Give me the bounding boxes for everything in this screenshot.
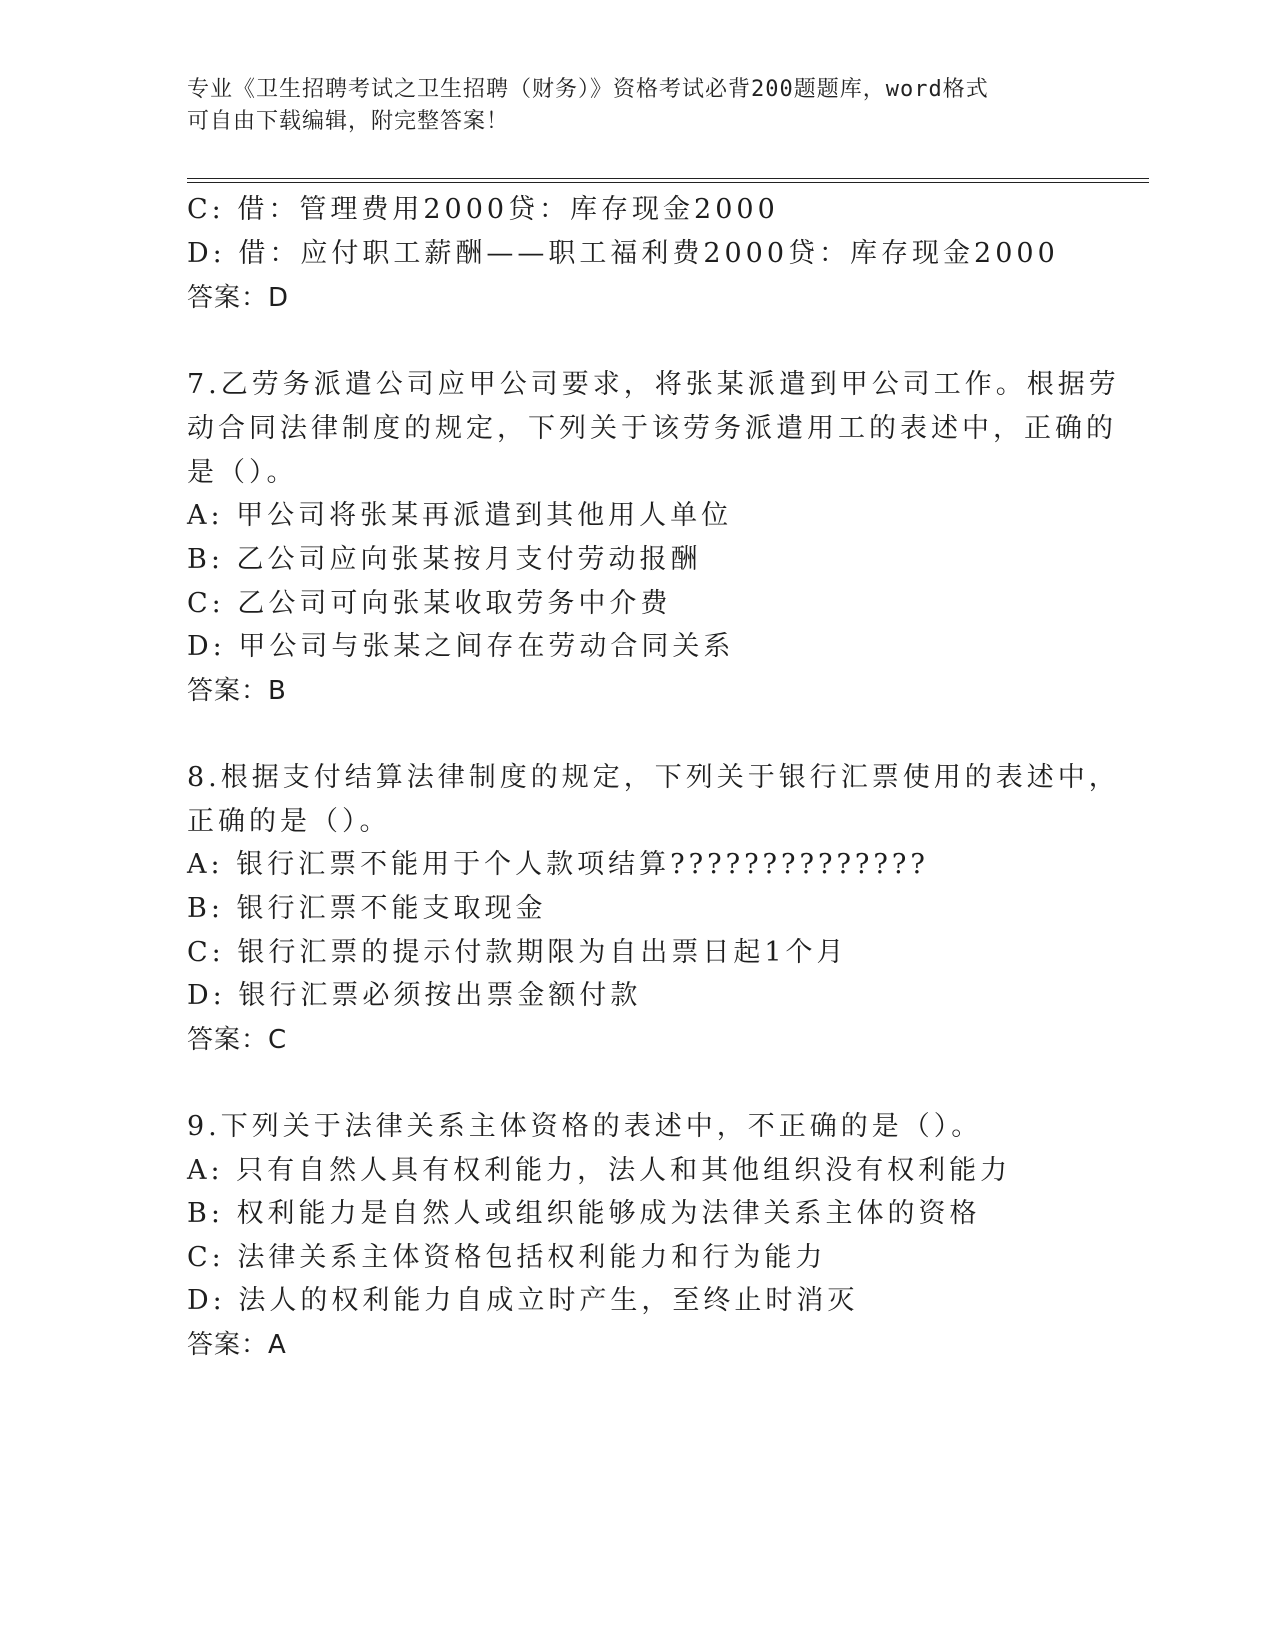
q9-option-c: C: 法律关系主体资格包括权利能力和行为能力 — [187, 1242, 827, 1273]
q9-answer: 答案：A — [187, 1330, 287, 1360]
q7-option-d: D: 甲公司与张某之间存在劳动合同关系 — [187, 631, 735, 662]
q8-stem-line-2: 正确的是（）。 — [187, 806, 391, 837]
q9-option-b: B: 权利能力是自然人或组织能够成为法律关系主体的资格 — [187, 1198, 981, 1229]
q9-option-a: A: 只有自然人具有权利能力，法人和其他组织没有权利能力 — [187, 1155, 1012, 1186]
document-header — [187, 74, 1087, 138]
header-divider-bottom — [187, 182, 1149, 183]
q6-option-d: D: 借：应付职工薪酬——职工福利费2000贷：库存现金2000 — [187, 238, 1059, 269]
q6-option-c: C: 借：管理费用2000贷：库存现金2000 — [187, 194, 779, 225]
q7-stem-line-1: 7.乙劳务派遣公司应甲公司要求，将张某派遣到甲公司工作。根据劳 — [187, 369, 1120, 400]
header-line-2: 可自由下载编辑，附完整答案！ — [187, 109, 510, 134]
q8-option-b: B: 银行汇票不能支取现金 — [187, 893, 547, 924]
q9-stem-line-1: 9.下列关于法律关系主体资格的表述中，不正确的是（）。 — [187, 1111, 983, 1142]
q6-answer: 答案：D — [187, 283, 290, 313]
q8-stem-line-1: 8.根据支付结算法律制度的规定，下列关于银行汇票使用的表述中， — [187, 762, 1120, 793]
q7-option-a: A: 甲公司将张某再派遣到其他用人单位 — [187, 500, 733, 531]
q7-option-b: B: 乙公司应向张某按月支付劳动报酬 — [187, 544, 702, 575]
header-divider-top — [187, 178, 1149, 179]
q8-option-c: C: 银行汇票的提示付款期限为自出票日起1个月 — [187, 937, 848, 968]
q7-stem-line-2: 动合同法律制度的规定，下列关于该劳务派遣用工的表述中，正确的 — [187, 413, 1117, 444]
header-line-1: 专业《卫生招聘考试之卫生招聘（财务）》资格考试必背200题题库，word格式 — [187, 77, 989, 102]
q7-answer: 答案：B — [187, 676, 287, 706]
q8-answer: 答案：C — [187, 1025, 288, 1055]
q7-stem-line-3: 是（）。 — [187, 457, 298, 488]
q9-option-d: D: 法人的权利能力自成立时产生，至终止时消灭 — [187, 1285, 859, 1316]
q8-option-d: D: 银行汇票必须按出票金额付款 — [187, 980, 642, 1011]
q7-option-c: C: 乙公司可向张某收取劳务中介费 — [187, 588, 672, 619]
q8-option-a: A: 银行汇票不能用于个人款项结算?????????????? — [187, 849, 929, 880]
